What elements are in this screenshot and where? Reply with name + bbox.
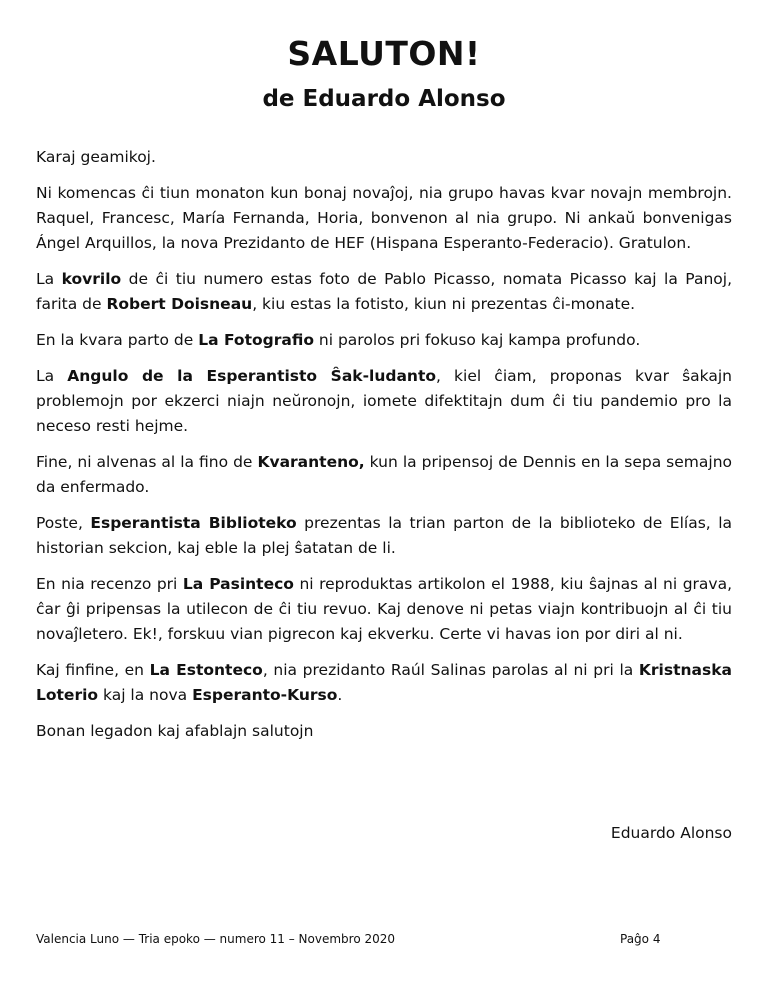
text-span: En nia recenzo pri — [36, 575, 183, 593]
page-title: SALUTON! — [287, 34, 481, 73]
text-span: , kiu estas la fotisto, kiun ni prezentas ĉi-monate. — [252, 295, 636, 313]
text-span: de ĉi tiu numero estas foto de Pablo Picasso, nomata Picasso kaj la Panoj, farita de — [36, 270, 732, 313]
bold-term: Robert Doisneau — [106, 295, 253, 313]
paragraph-future — [36, 658, 732, 708]
paragraph-library — [36, 511, 732, 561]
bold-term: kovrilo — [61, 270, 122, 288]
text-span: , nia prezidanto Raúl Salinas parolas al ni pri la — [262, 661, 639, 679]
closing-paragraph: Bonan legadon kaj afablajn salutojn — [36, 722, 314, 740]
paragraph-photography — [36, 328, 732, 353]
text-span: , kiel ĉiam, proponas kvar ŝakajn problemojn por ekzerci niajn neŭronojn, iomete difektitajn dum ĉi tiu pandemio pro la neceso resti hejme. — [36, 367, 732, 435]
bold-term: Kristnaska Loterio — [36, 661, 732, 704]
text-span: Kaj finfine, en — [36, 661, 150, 679]
footer-publication: Valencia Luno — Tria epoko — numero 11 – Novembro 2020 — [36, 932, 396, 946]
greeting-paragraph: Karaj geamikoj. — [36, 148, 156, 166]
bold-term: Angulo de la Esperantisto Ŝak-ludanto — [67, 367, 437, 385]
text-span: En la kvara parto de — [36, 331, 199, 349]
bold-term: La Fotografio — [198, 331, 314, 349]
paragraph-cover — [36, 267, 732, 317]
article-body — [36, 145, 732, 755]
paragraph-new-members: Ni komencas ĉi tiun monaton kun bonaj novaĵoj, nia grupo havas kvar novajn membrojn. Raquel, Francesc, María Fernanda, Horia, bonvenon al nia grupo. Ni ankaŭ bonvenigas Ángel Arquillos, la nova Prezidanto de HEF (Hispana Esperanto-Federacio). Gratulon. — [36, 184, 732, 252]
bold-term: Esperanto-Kurso — [192, 686, 338, 704]
footer-page-number: Paĝo 4 — [620, 932, 661, 946]
text-span: Fine, ni alvenas al la fino de — [36, 453, 258, 471]
bold-term: Kvaranteno, — [257, 453, 365, 471]
text-span: La — [36, 270, 62, 288]
text-span: La — [36, 367, 68, 385]
paragraph-past — [36, 572, 732, 647]
paragraph-quarantine — [36, 450, 732, 500]
signature: Eduardo Alonso — [610, 824, 732, 842]
bold-term: La Estonteco — [149, 661, 263, 679]
text-span: kaj la nova — [98, 686, 193, 704]
text-span: kun la pripensoj de Dennis en la sepa semajno da enfermado. — [36, 453, 733, 496]
text-span: prezentas la trian parton de la biblioteko de Elías, la historian sekcion, kaj eble la plej ŝatatan de li. — [36, 514, 732, 557]
text-span: Poste, — [36, 514, 91, 532]
text-span: . — [337, 686, 343, 704]
text-span: ni parolos pri fokuso kaj kampa profundo. — [313, 331, 641, 349]
bold-term: La Pasinteco — [182, 575, 294, 593]
text-span: ni reproduktas artikolon el 1988, kiu ŝajnas al ni grava, ĉar ĝi pripensas la utilecon de ĉi tiu revuo. Kaj denove ni petas viajn kontribuojn al ĉi tiu novaĵletero. Ek!, forskuu vian pigrecon kaj ekverku. Certe vi havas ion por diri al ni. — [36, 575, 732, 643]
bold-term: Esperantista Biblioteko — [90, 514, 297, 532]
author-subtitle: de Eduardo Alonso — [262, 86, 506, 112]
paragraph-chess — [36, 364, 732, 439]
